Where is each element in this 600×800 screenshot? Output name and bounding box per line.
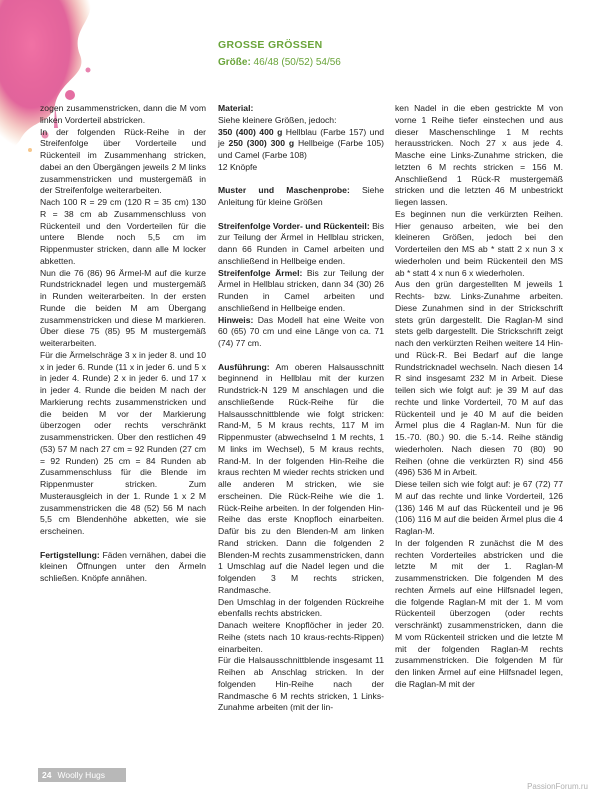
stripe-text: Bis zur Teilung der Ärmel in Hellblau stricken, dann 66 Runden in Camel arbeiten und anschließend in Hellbeige enden. [218,220,385,266]
material-text-a: Hellblau (Farbe 157) und je [218,126,385,149]
material-amount-b: 250 (300) 300 g [228,138,295,149]
material-paragraph [218,103,384,174]
stripe-paragraph [218,221,384,268]
paragraph: Für die Ärmelschräge 3 x in jeder 8. und 10 x in jeder 6. Runde (11 x in jeder 6. und 5 x in jeder 4. Runde) 2 x in jeder 6. und 17 x in jeder 4. Runde die beiden M nach der Markierung rechts zusammenstricken und die beiden M vor der Markierung überzogen oder rechts verschränkt zusammenstricken. Über den restlichen 49 (53) 57 M nach 27 cm = 92 Runden (27 cm = 92 Runden) 25 cm = 84 Runden ab Zusammenschluss für die Blende im Rippenmuster stricken. Zum Musterausgleich in der 1. Runde 1 x 2 M zusammenstricken die 48 (52) 56 M nach 5,5 cm Blendenhöhe abketten, wie sie erscheinen. [40,349,206,536]
paragraph: Danach weitere Knopflöcher in jeder 20. Reihe (stets nach 10 kraus-rechts-Rippen) einarbeiten. [218,620,384,654]
size-label: Größe: [218,57,251,68]
hint-text: Das Modell hat eine Weite von 60 (65) 70 cm und eine Länge von ca. 71 (74) 77 cm. [218,314,384,348]
material-amount-a: 350 (400) 400 g [218,126,283,137]
hint-label: Hinweis: [218,314,254,325]
paragraph: In der folgenden R zunächst die M des rechten Vorderteiles abstricken und die letzte M mit der 1. Raglan-M zusammenstricken. Die folgenden M des rechten Ärmels auf eine Hilfsnadel legen, die folgende Raglan-M mit der 1. M vom Rückenteil überzogen (oder rechts verschränkt) zusammenstricken, dann die M vom Rückenteil stricken und die letzte M mit der folgenden Raglan-M rechts zusammenstricken. Die folgenden M für den linken Ärmel auf eine Hilfsnadel legen, die Raglan-M mit der [395,537,563,689]
paragraph: Nun die 76 (86) 96 Ärmel-M auf die kurze Rundstricknadel legen und mustergemäß in Runden weiterarbeiten. In der ersten Runde die beiden M am Übergang zusammenstricken und diese M markieren. Über diese 75 (85) 95 M mustergemäß weiterarbeiten. [40,267,206,348]
finishing-paragraph [40,550,206,585]
sleeve-paragraph [218,268,384,315]
sleeve-text: Bis zur Teilung der Ärmel in Hellblau stricken, dann 34 (30) 26 Runden in Camel arbeiten und anschließend in Hellbeige enden. [218,267,384,313]
material-label: Material: [218,103,254,113]
execution-text: Am oberen Halsausschnitt beginnend in Hellblau mit der kurzen Rundstrick-N 129 M anschlagen und die anschließende Rück-Reihe für die Halsausschnittblende wie folgt stricken: Rand-M, 5 M kraus rechts, 117 M im Rippenmuster (abwechselnd 1 M rechts, 1 M links im Wechsel), 5 M kraus rechts, Rand-M. In der folgenden Hin-Reihe die kraus rechten M wieder rechts stricken und alle anderen M stricken, wie sie erscheinen. Die Rück-Reihe wie die 1. Rück-Reihe arbeiten. In der folgenden Hin-Reihe das erste Knopfloch einarbeiten. Dafür bis zu den Blenden-M am linken Rand stricken. Dann die folgenden 2 Blenden-M rechts zusammenstricken, dann 1 Umschlag auf die Nadel legen und die folgenden 3 M rechts stricken, Randmasche. [218,361,384,595]
section-header [218,38,341,70]
paragraph: ken Nadel in die eben gestrickte M von vorne 1 Reihe tiefer einstechen und aus dieser Maschenschlinge 1 M rechts herausstricken. Noch 27 x aus jede 4. Masche eine Links-Zunahme stricken, die letzten 6 M rechts stricken = 156 M. Anschließend 1 Rück-R mustergemäß stricken und die letzten 46 M unbestrickt liegen lassen. [395,103,563,207]
stripe-label: Streifenfolge Vorder- und Rückenteil: [218,220,370,231]
size-value: 46/48 (50/52) 54/56 [250,57,341,68]
paragraph: In der folgenden Rück-Reihe in der Streifenfolge über Vorderteile und Rückenteil im Zusammenhang stricken, dabei an den Übergängen jeweils 2 M links zusammenstricken und mustergemäß in der Streifenfolge weiterarbeiten. [40,126,206,196]
paragraph: zogen zusammenstricken, dann die M vom linken Vorderteil abstricken. [40,103,206,125]
page-number: 24 [42,770,52,780]
paragraph: Nach 100 R = 29 cm (120 R = 35 cm) 130 R = 38 cm ab Zusammenschluss von Rückenteil und den Vorderteilen für die untere Blende noch 5,5 cm im Rippenmuster stricken, dann alle M locker abketten. [40,197,206,266]
paragraph: Diese teilen sich wie folgt auf: je 67 (72) 77 M auf das rechte und linke Vorderteil, 126 (136) 146 M auf das Rückenteil und je 96 (106) 116 M auf die beiden Ärmel plus die 4 Raglan-M. [395,479,563,536]
page-footer [38,768,126,782]
execution-paragraph [218,362,384,597]
column-right [395,103,563,691]
magazine-name: Woolly Hugs [57,770,106,780]
sample-label: Muster und Maschenprobe: [218,185,350,196]
watermark: PassionForum.ru [527,782,588,791]
paragraph: Aus den grün dargestellten M jeweils 1 Rechts- bzw. Links-Zunahme arbeiten. Diese Zunahmen sind in der Strickschrift stets grün dargestellt. Die Raglan-M sind stets gelb dargestellt. Die Strickschrift zeigt nach den verkürzten Reihen weitere 14 Hin- und Rück-R. Bei Bedarf auf die lange Rundstricknadel wechseln. Nach diesen 14 R sind insgesamt 232 M in Arbeit. Diese teilen sich wie folgt auf: je 39 M auf das rechte und linke Vorderteil, 70 M auf das Rückenteil und je 40 M auf die beiden Ärmel plus die 4 Raglan-M. Nun für die 15.-70. (80.) 90. die 5.-14. Reihe ständig wiederholen. Nach diesen 70 (80) 90 Reihen (ohne die verkürzten R) sind 456 (496) 536 M in Arbeit. [395,279,563,478]
column-middle [218,103,384,714]
hint-paragraph [218,315,384,350]
material-text-b: Hellbeige (Farbe 105) und Camel (Farbe 108) [218,138,384,160]
paragraph: Den Umschlag in der folgenden Rückreihe ebenfalls rechts abstricken. [218,596,384,619]
column-left [40,103,206,585]
paragraph: Für die Halsausschnittblende insgesamt 11 Reihen ab Anschlag stricken. In der folgenden Hin-Reihe nach der Randmasche 6 M rechts stricken, 1 Links-Zunahme arbeiten (mit der lin- [218,655,384,713]
paragraph: Es beginnen nun die verkürzten Reihen. Hier genauso arbeiten, wie bei den kleineren Größen, jedoch bei den Vorderteilen den MS ab * statt 2 x nun 3 x wiederholen und beim Rückenteil den MS ab * statt 4 x nun 6 x wiederholen. [395,208,563,278]
finishing-text: Fäden vernähen, dabei die kleinen Öffnungen unter den Ärmeln schließen. Knöpfe annähen. [40,549,206,583]
section-title: GROSSE GRÖSSEN [218,39,323,51]
size-line [218,56,341,70]
finishing-label: Fertigstellung: [40,549,100,560]
buttons-count: 12 Knöpfe [218,161,258,172]
execution-label: Ausführung: [218,361,270,372]
sleeve-label: Streifenfolge Ärmel: [218,267,303,278]
sample-paragraph [218,185,384,209]
sample-text: Siehe Anleitung für kleine Größen [218,185,384,207]
material-intro: Siehe kleinere Größen, jedoch: [218,114,337,125]
